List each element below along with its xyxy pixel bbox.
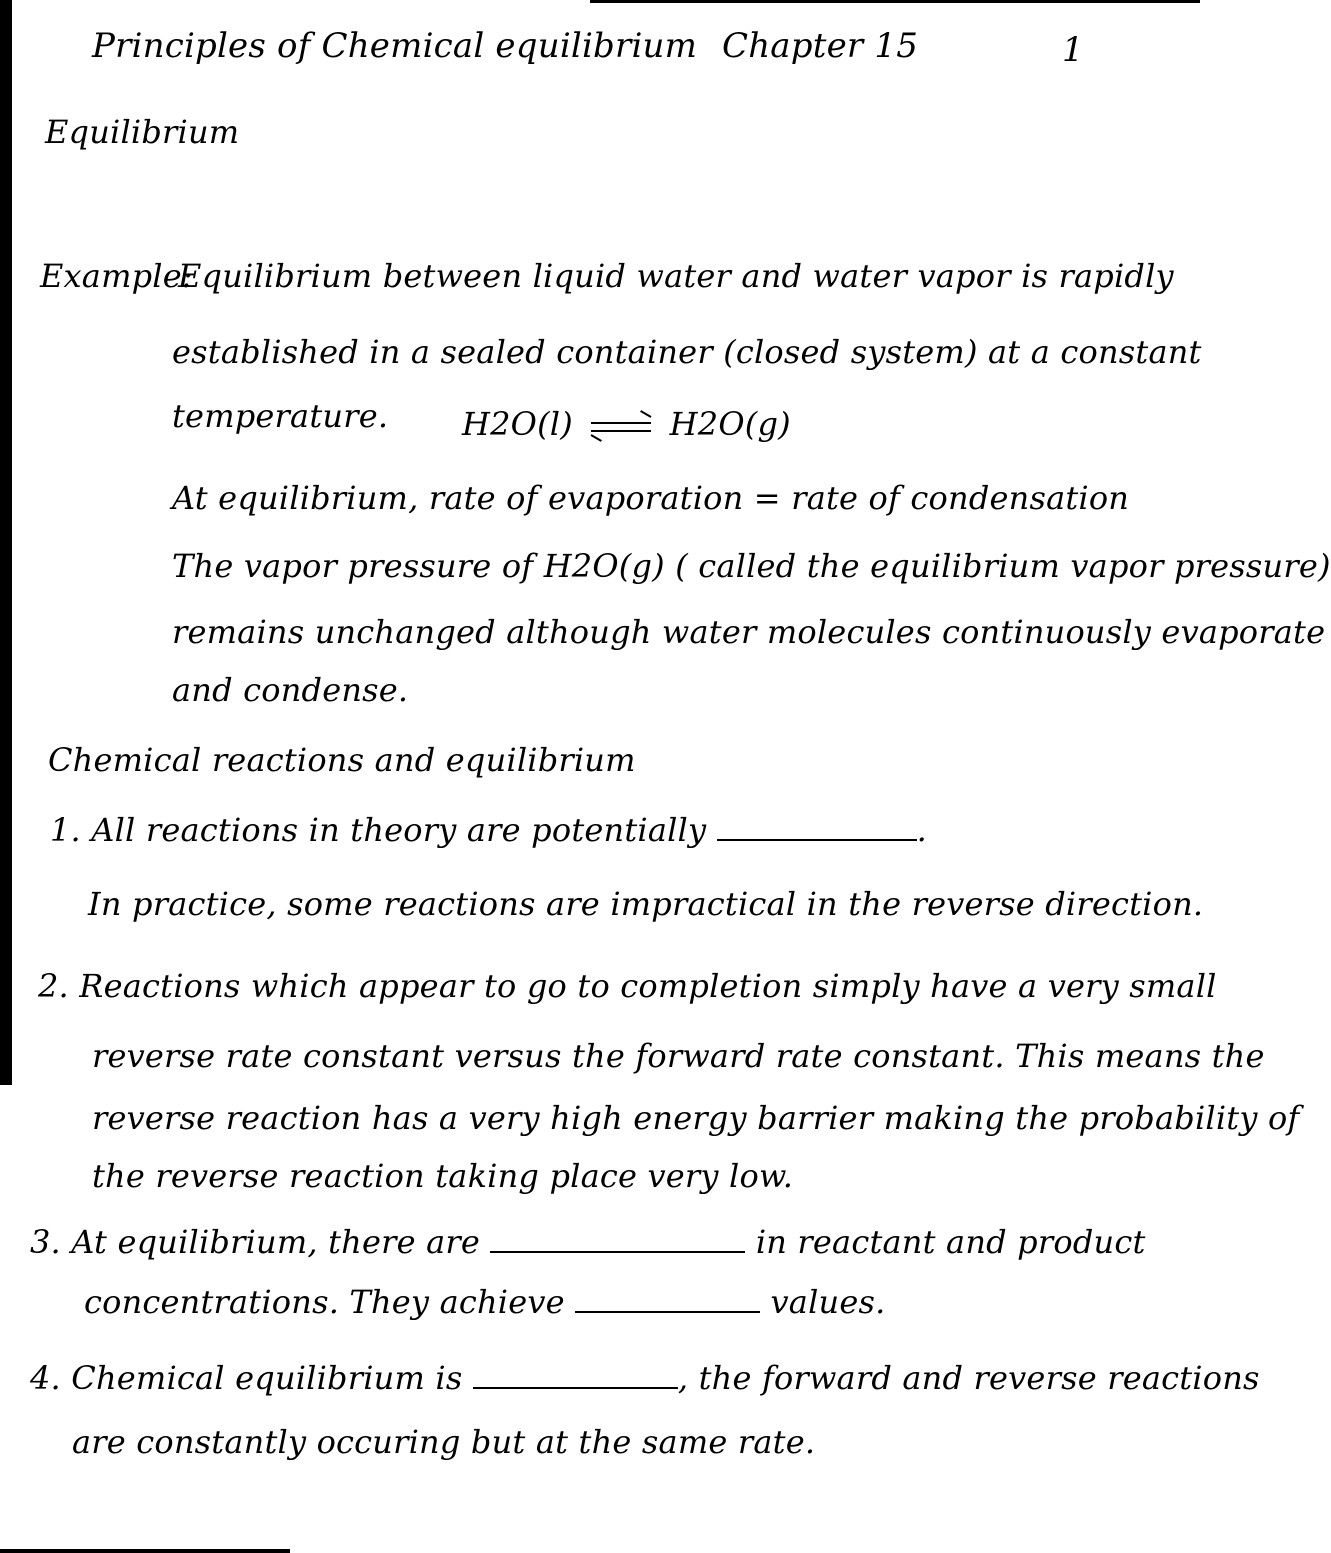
page-number: 1	[1062, 30, 1084, 70]
item-3-line-2: concentrations. They achieve values.	[84, 1283, 886, 1321]
example-line-1: Equilibrium between liquid water and water vapor is rapidly	[178, 257, 1174, 295]
example-line-3: temperature.	[172, 397, 389, 435]
fill-in-blank-4	[473, 1365, 678, 1389]
example-paragraph-1: At equilibrium, rate of evaporation = rate of condensation	[172, 479, 1130, 517]
equation-right: H2O(g)	[669, 405, 791, 443]
example-paragraph-2: The vapor pressure of H2O(g) ( called the equilibrium vapor pressure)	[172, 547, 1331, 585]
example-paragraph-4: and condense.	[172, 671, 409, 709]
fill-in-blank-2	[490, 1229, 745, 1253]
section-heading-equilibrium: Equilibrium	[45, 113, 240, 151]
fill-in-blank-3	[575, 1289, 760, 1313]
section-heading-chemical-reactions: Chemical reactions and equilibrium	[48, 741, 636, 779]
item-1-line-1: 1. All reactions in theory are potentially .	[50, 811, 927, 849]
scan-border-top	[590, 0, 1200, 3]
item-4-line-2: are constantly occuring but at the same rate.	[72, 1423, 816, 1461]
example-line-2: established in a sealed container (closed system) at a constant	[172, 333, 1202, 371]
equation-left: H2O(l)	[462, 405, 573, 443]
equilibrium-equation	[462, 404, 791, 444]
item-1-line-2: In practice, some reactions are impractical in the reverse direction.	[88, 885, 1204, 923]
item-3-line-1: 3. At equilibrium, there are in reactant and product	[30, 1223, 1146, 1261]
item-2-line-2: reverse rate constant versus the forward rate constant. This means the	[92, 1037, 1265, 1075]
scan-border-left	[0, 0, 12, 1085]
example-label: Example:	[40, 257, 193, 295]
chapter-label: Chapter 15	[722, 26, 919, 66]
item-2-line-3: reverse reaction has a very high energy barrier making the probability of	[92, 1099, 1300, 1137]
scan-border-bottom	[0, 1549, 290, 1553]
item-2-line-1: 2. Reactions which appear to go to completion simply have a very small	[38, 967, 1217, 1005]
item-4-line-1: 4. Chemical equilibrium is , the forward and reverse reactions	[30, 1359, 1260, 1397]
fill-in-blank-1	[717, 817, 917, 841]
page-title: Principles of Chemical equilibrium	[92, 26, 698, 66]
item-2-line-4: the reverse reaction taking place very low.	[92, 1157, 794, 1195]
example-paragraph-3: remains unchanged although water molecules continuously evaporate	[172, 613, 1326, 651]
equilibrium-arrow-icon	[591, 418, 651, 436]
